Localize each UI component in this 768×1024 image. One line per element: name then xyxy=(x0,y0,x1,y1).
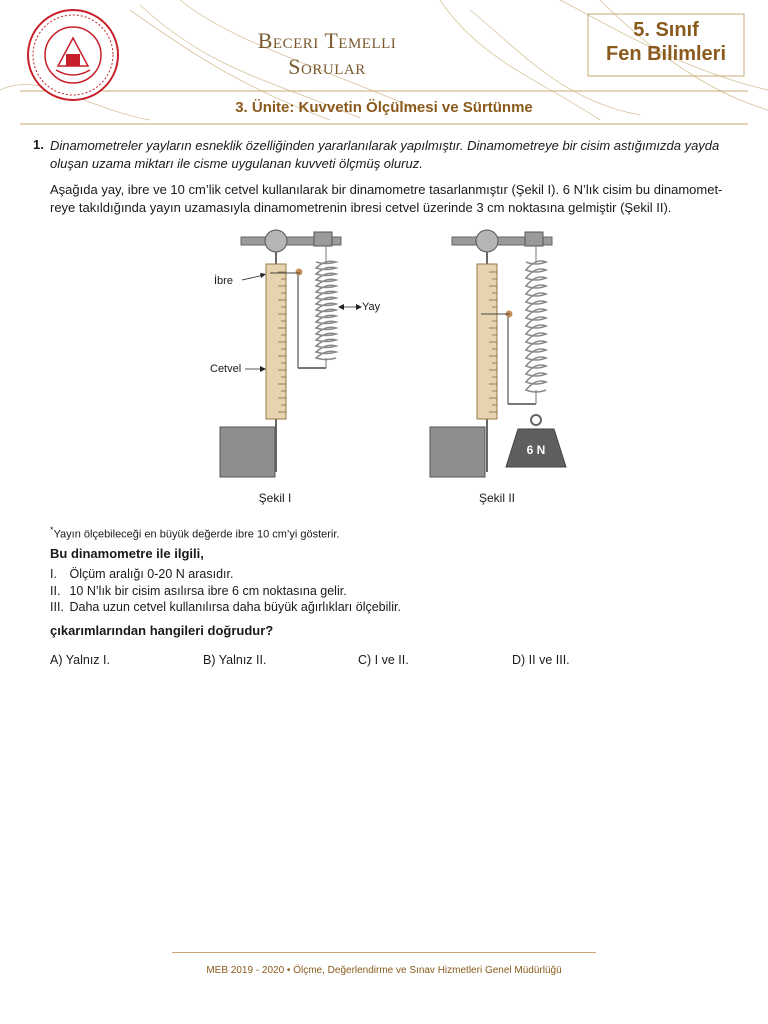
statement-number: II. xyxy=(50,584,61,598)
question-intro: Dinamometreler yayların esneklik özelliğinden yararlanılarak yapılmıştır. Dinamometreye bir cisim astığımızda yayda oluşan uzama miktarı ile cisme uygulanan kuvveti ölçmüş oluruz. xyxy=(50,138,720,171)
question-prompt: çıkarımlarından hangileri doğrudur? xyxy=(50,623,274,638)
spring-1 xyxy=(316,261,336,359)
spring-2 xyxy=(526,261,546,392)
figure-1 xyxy=(220,230,341,477)
choice-c[interactable]: C) I ve II. xyxy=(358,653,409,667)
statement-text: Ölçüm aralığı 0-20 N arasıdır. xyxy=(69,567,234,581)
header-title-line1: Beceri Temelli xyxy=(257,28,397,53)
statement-text: 10 N’lık bir cisim asılırsa ibre 6 cm noktasına gelir. xyxy=(69,584,347,598)
statement-3 xyxy=(50,600,401,614)
choice-a[interactable]: A) Yalnız I. xyxy=(50,653,110,667)
grade-box xyxy=(596,18,736,66)
question-lead: Bu dinamometre ile ilgili, xyxy=(50,546,204,561)
choice-d[interactable]: D) II ve III. xyxy=(512,653,570,667)
label-cetvel: Cetvel xyxy=(210,363,242,375)
label-ibre: İbre xyxy=(214,275,233,287)
grade-label: 5. Sınıf xyxy=(633,19,699,41)
statement-2 xyxy=(50,584,347,598)
question-description xyxy=(50,181,730,217)
pointer-1 xyxy=(296,269,303,276)
ruler-2 xyxy=(477,264,497,419)
choice-b[interactable]: B) Yalnız II. xyxy=(203,653,267,667)
statement-1 xyxy=(50,567,233,581)
footnote xyxy=(50,525,339,541)
figure-2 xyxy=(430,230,566,477)
footer-text: MEB 2019 - 2020 • Ölçme, Değerlendirme ve Sınav Hizmetleri Genel Müdürlüğü xyxy=(206,965,562,976)
statement-number: III. xyxy=(50,600,64,614)
weight-label: 6 N xyxy=(526,443,546,457)
description-line1: Aşağıda yay, ibre ve 10 cm’lik cetvel kullanılarak bir dinamometre tasarlanmıştır (Şekil I). 6 N’lık cisim bu dinamomet- xyxy=(50,182,723,197)
header-title-line2: Sorular xyxy=(288,54,366,79)
label-yay: Yay xyxy=(362,301,381,313)
footer-divider xyxy=(172,952,596,953)
statement-text: Daha uzun cetvel kullanılırsa daha büyük ağırlıkları ölçebilir. xyxy=(69,600,401,614)
question-number: 1. xyxy=(33,137,44,152)
footnote-mark: * xyxy=(50,525,54,535)
description-line2: reye takıldığında yayın uzamasıyla dinamometrenin ibresi cetvel üzerinde 3 cm noktasına gelmiştir (Şekil II). xyxy=(50,200,672,215)
meb-logo xyxy=(26,8,120,102)
subject-label: Fen Bilimleri xyxy=(605,43,727,65)
footnote-text: Yayın ölçebileceği en büyük değerde ibre 10 cm’yi gösterir. xyxy=(53,528,340,541)
dynamometer-drawing xyxy=(200,222,580,522)
caption-sekil-2: Şekil II xyxy=(478,491,516,505)
ruler-1 xyxy=(266,264,286,419)
unit-title xyxy=(40,94,728,122)
header-title xyxy=(232,28,422,80)
unit-title-text: 3. Ünite: Kuvvetin Ölçülmesi ve Sürtünme xyxy=(235,99,533,116)
statement-number: I. xyxy=(50,567,57,581)
caption-sekil-1: Şekil I xyxy=(258,491,292,505)
dynamometer-figure xyxy=(200,222,580,522)
